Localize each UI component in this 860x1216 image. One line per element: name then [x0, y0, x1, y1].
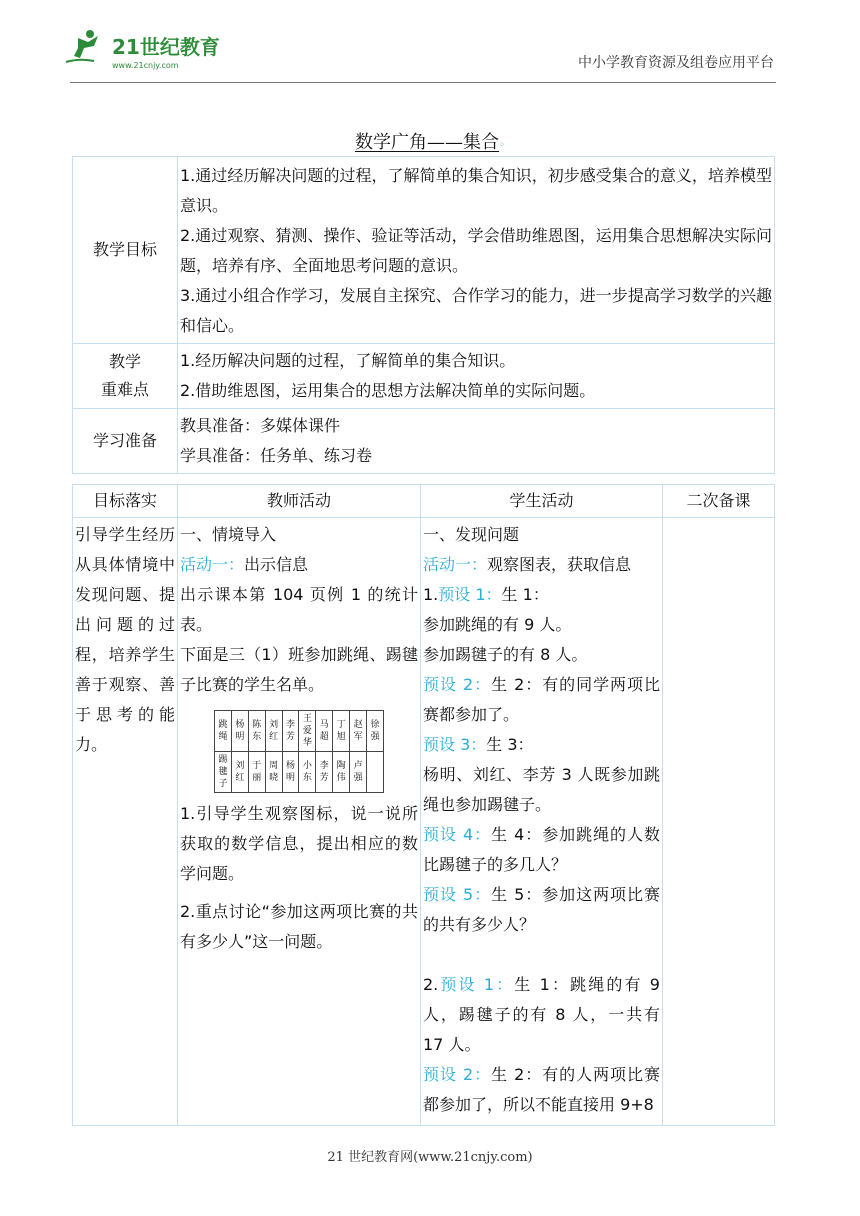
platform-name: 中小学教育资源及组卷应用平台 — [578, 55, 774, 71]
roster-cell: 李芳 — [316, 752, 333, 793]
roster-cell — [367, 752, 384, 793]
lesson-title: 数学广角——集合◦ — [355, 132, 505, 153]
roster-cell: 赵军 — [350, 711, 367, 752]
preset-3-line2: 杨明、刘红、李芳 3 人既参加跳绳也参加踢毽子。 — [423, 765, 660, 814]
roster-row-shuttlecock — [215, 752, 384, 793]
notes-cell — [663, 518, 775, 1126]
roster-cell: 马超 — [316, 711, 333, 752]
roster-cell: 小东 — [299, 752, 316, 793]
key-points-row — [73, 344, 775, 409]
roster-label: 踢毽子 — [215, 752, 232, 793]
goals-content — [178, 157, 775, 344]
roster-row-jump — [215, 711, 384, 752]
goal-cell: 引导学生经历从具体情境中发现问题、提出问题的过程，培养学生善于观察、善于思考的能力。 — [73, 518, 178, 1126]
roster-cell: 杨明 — [231, 711, 248, 752]
key-points-content — [178, 344, 775, 409]
prep-item: 学具准备：任务单、练习卷 — [180, 446, 373, 465]
teacher-section: 一、情境导入 — [180, 525, 277, 544]
page-footer: 21 世纪教育网(www.21cnjy.com) — [327, 1150, 533, 1165]
student-activity: 活动一：观察图表，获取信息 — [423, 555, 632, 574]
header-divider — [70, 82, 776, 83]
activity-table-header — [73, 485, 775, 518]
preset-3: 预设 3：生 3： — [423, 735, 534, 754]
roster-label: 跳绳 — [215, 711, 232, 752]
site-logo — [60, 28, 230, 74]
col-header-student: 学生活动 — [421, 485, 663, 518]
key-points-label: 教学 重难点 — [73, 344, 178, 409]
teacher-cell — [178, 518, 421, 1126]
col-header-notes: 二次备课 — [663, 485, 775, 518]
roster-cell: 周晓 — [265, 752, 282, 793]
prep-item: 教具准备：多媒体课件 — [180, 416, 341, 435]
lesson-activity-table — [72, 484, 775, 1126]
goals-row — [73, 157, 775, 344]
roster-cell: 杨明 — [282, 752, 299, 793]
discussion-preset-2: 预设 2：生 2：有的人两项比赛都参加了，所以不能直接用 9+8 — [423, 1065, 660, 1114]
runner-logo-icon — [66, 30, 98, 62]
roster-cell: 陈东 — [248, 711, 265, 752]
teacher-p2: 下面是三（1）班参加跳绳、踢毽子比赛的学生名单。 — [180, 645, 418, 694]
prep-content — [178, 409, 775, 474]
prep-label: 学习准备 — [73, 409, 178, 474]
logo-url: www.21cnjy.com — [112, 61, 179, 70]
activity-row — [73, 518, 775, 1126]
preset-2: 预设 2：生 2：有的同学两项比赛都参加了。 — [423, 675, 660, 724]
preset-1-line3: 参加踢毽子的有 8 人。 — [423, 645, 588, 664]
preset-5: 预设 5：生 5：参加这两项比赛的共有多少人？ — [423, 885, 660, 934]
teacher-p3: 1.引导学生观察图标，说一说所获取的数学信息，提出相应的数学问题。 — [180, 804, 418, 883]
roster-cell: 于丽 — [248, 752, 265, 793]
prep-row — [73, 409, 775, 474]
roster-cell: 李芳 — [282, 711, 299, 752]
teacher-p4: 2.重点讨论“参加这两项比赛的共有多少人”这一问题。 — [180, 902, 418, 951]
teacher-p1: 出示课本第 104 页例 1 的统计表。 — [180, 585, 418, 634]
student-section: 一、发现问题 — [423, 525, 520, 544]
preset-1: 1.预设 1：生 1： — [423, 585, 549, 604]
key-point-item: 2.借助维恩图，运用集合的思想方法解决简单的实际问题。 — [180, 381, 596, 400]
goal-item: 2.通过观察、猜测、操作、验证等活动，学会借助维恩图，运用集合思想解决实际问题，培养有序、全面地思考问题的意识。 — [180, 226, 772, 275]
discussion-preset-1: 2.预设 1：生 1：跳绳的有 9 人，踢毽子的有 8 人，一共有 17 人。 — [423, 975, 660, 1054]
goal-item: 1.通过经历解决问题的过程，了解简单的集合知识，初步感受集合的意义，培养模型意识。 — [180, 166, 772, 215]
student-cell — [421, 518, 663, 1126]
roster-cell: 卢强 — [350, 752, 367, 793]
key-point-item: 1.经历解决问题的过程，了解简单的集合知识。 — [180, 351, 516, 370]
col-header-teacher: 教师活动 — [178, 485, 421, 518]
roster-cell: 刘红 — [265, 711, 282, 752]
logo-text: 21世纪教育 — [112, 35, 220, 59]
roster-cell: 徐强 — [367, 711, 384, 752]
roster-cell: 王爱华 — [299, 711, 316, 752]
preset-1-line2: 参加跳绳的有 9 人。 — [423, 615, 572, 634]
roster-table — [214, 710, 384, 793]
lesson-overview-table — [72, 156, 775, 474]
roster-cell: 丁旭 — [333, 711, 350, 752]
teacher-activity: 活动一：出示信息 — [180, 555, 309, 574]
goal-item: 3.通过小组合作学习，发展自主探究、合作学习的能力，进一步提高学习数学的兴趣和信心。 — [180, 286, 772, 335]
goals-label: 教学目标 — [73, 157, 178, 344]
preset-4: 预设 4：生 4：参加跳绳的人数比踢毽子的多几人？ — [423, 825, 660, 874]
roster-cell: 刘红 — [231, 752, 248, 793]
col-header-goals: 目标落实 — [73, 485, 178, 518]
roster-cell: 陶伟 — [333, 752, 350, 793]
